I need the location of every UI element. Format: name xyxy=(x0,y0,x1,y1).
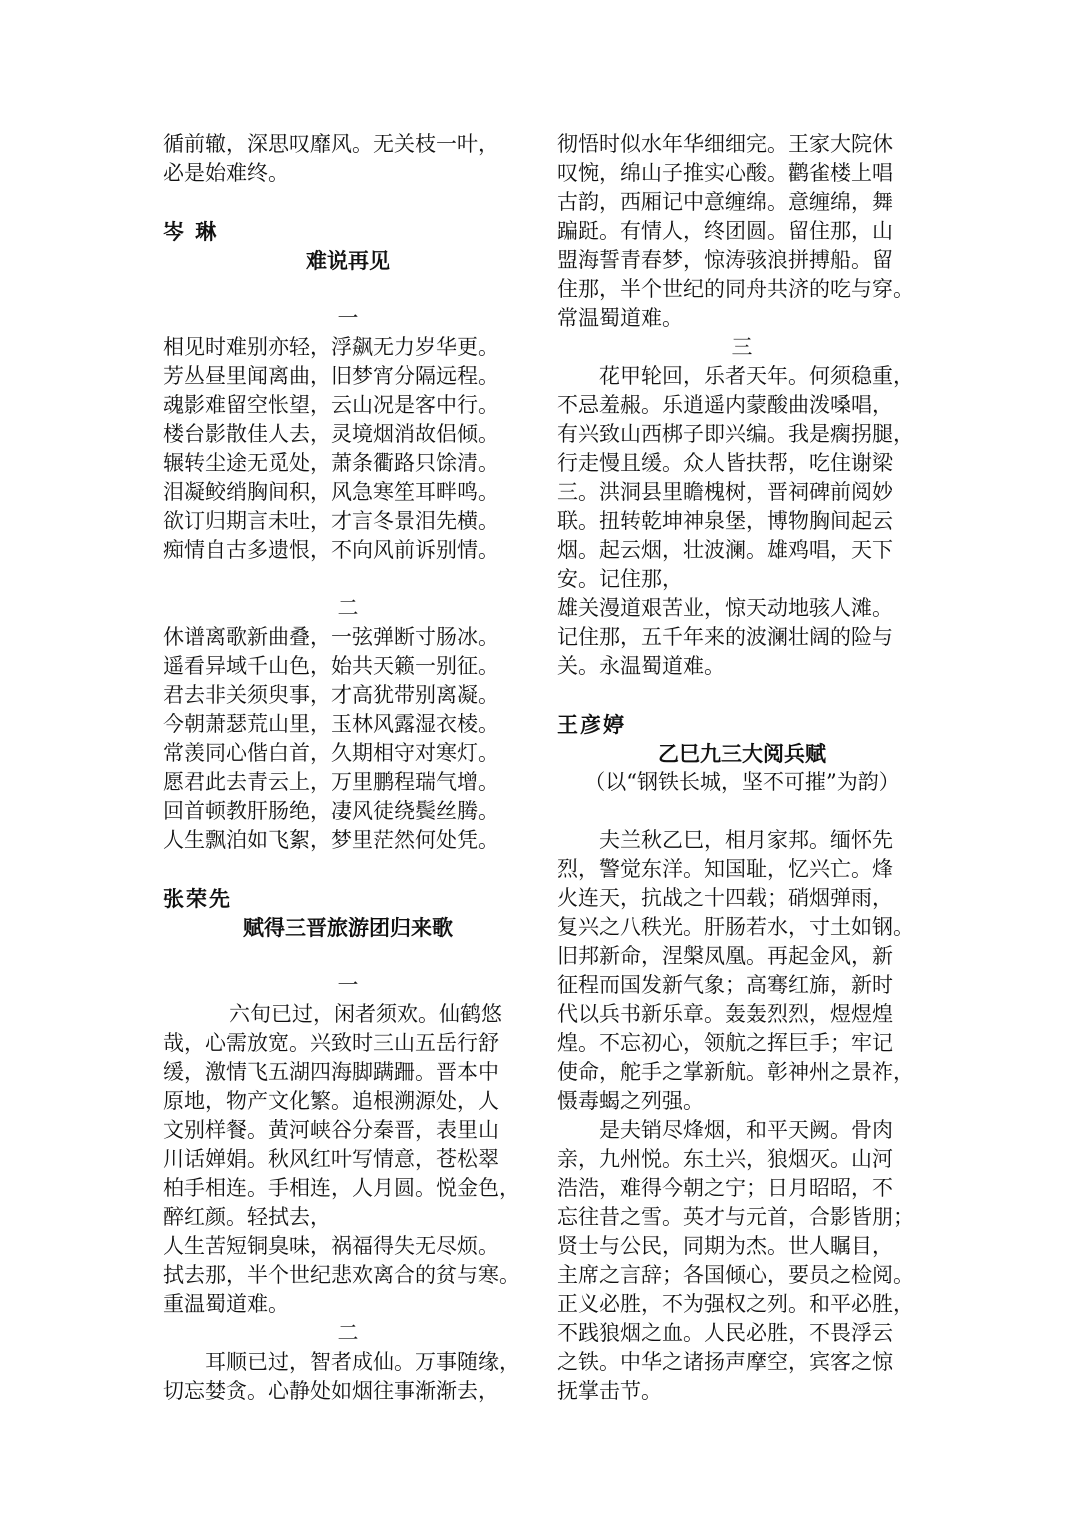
section-number: 三 xyxy=(731,335,753,359)
text-line: 缓，激情飞五湖四海脚蹒跚。晋本中 xyxy=(163,1060,499,1084)
text-line: 哉，心需放宽。兴致时三山五岳行舒 xyxy=(163,1031,499,1055)
text-line: 盟海誓青春梦，惊涛骇浪拼搏船。留 xyxy=(557,248,893,272)
poem-line: 相见时难别亦轻，浮飙无力岁华更。 xyxy=(163,335,499,359)
poem-line: 人生飘泊如飞絮，梦里茫然何处凭。 xyxy=(163,828,499,852)
text-line: 不践狼烟之血。人民必胜，不畏浮云 xyxy=(557,1321,893,1345)
poem-line: 泪凝鲛绡胸间积，风急寒笙耳畔鸣。 xyxy=(163,480,499,504)
text-line: 之铁。中华之诸扬声摩空，宾客之惊 xyxy=(557,1350,893,1374)
text-line: 记住那，五千年来的波澜壮阔的险与 xyxy=(557,625,893,649)
poem-line: 回首顿教肝肠绝，凄风徒绕鬓丝腾。 xyxy=(163,799,499,823)
text-line: 必是始难终。 xyxy=(163,161,289,185)
poem-line: 今朝萧瑟荒山里，玉林风露湿衣棱。 xyxy=(163,712,499,736)
text-line: 煌。不忘初心，领航之挥巨手；牢记 xyxy=(557,1031,893,1055)
text-line: 常温蜀道难。 xyxy=(557,306,683,330)
poem-line: 遥看异域千山色，始共天籁一别征。 xyxy=(163,654,499,678)
author-name: 王彦婷 xyxy=(557,712,626,737)
right-column xyxy=(557,130,927,1406)
left-column xyxy=(163,130,533,1406)
text-line: 蹁跹。有情人，终团圆。留住那，山 xyxy=(557,219,893,243)
text-line: 原地，物产文化繁。追根溯源处，人 xyxy=(163,1089,499,1113)
text-line: 拭去那，半个世纪悲欢离合的贫与寒。 xyxy=(163,1263,520,1287)
text-line: 旧邦新命，涅槃凤凰。再起金风，新 xyxy=(557,944,893,968)
text-line: 使命，舵手之掌新航。彰神州之景祚， xyxy=(557,1060,914,1084)
text-line: 联。扭转乾坤神泉堡，博物胸间起云 xyxy=(557,509,893,533)
text-line: 彻悟时似水年华细细完。王家大院休 xyxy=(557,132,893,156)
text-line: 雄关漫道艰苦业，惊天动地骇人滩。 xyxy=(557,596,893,620)
text-line: 烈，警觉东洋。知国耻，忆兴亡。烽 xyxy=(557,857,893,881)
text-line: 叹惋，绵山子推实心酸。鹳雀楼上唱 xyxy=(557,161,893,185)
text-line: 火连天，抗战之十四载；硝烟弹雨， xyxy=(557,886,893,910)
text-line: 关。永温蜀道难。 xyxy=(557,654,725,678)
section-number: 一 xyxy=(337,973,359,997)
text-line: 古韵，西厢记中意缠绵。意缠绵，舞 xyxy=(557,190,893,214)
poem-line: 楼台影散佳人去，灵境烟消故侣倾。 xyxy=(163,422,499,446)
section-number: 一 xyxy=(337,306,359,330)
text-line: 安。记住那， xyxy=(557,567,683,591)
text-line: 慑毒蝎之列强。 xyxy=(557,1089,704,1113)
section-number: 二 xyxy=(337,596,359,620)
essay-subtitle: （以“钢铁长城，坚不可摧”为韵） xyxy=(584,770,900,794)
section-number: 二 xyxy=(337,1321,359,1345)
poem-title: 难说再见 xyxy=(306,248,390,273)
author-name: 张荣先 xyxy=(163,886,232,911)
text-line: 亲，九州悦。东土兴，狼烟灭。山河 xyxy=(557,1147,893,1171)
poem-line: 欲订归期言未吐，才言冬景泪先横。 xyxy=(163,509,499,533)
poem-line: 痴情自古多遗恨，不向风前诉别情。 xyxy=(163,538,499,562)
text-line: 柏手相连。手相连，人月圆。悦金色， xyxy=(163,1176,520,1200)
poem-line: 芳丛昼里闻离曲，旧梦宵分隔远程。 xyxy=(163,364,499,388)
text-line: 是夫销尽烽烟，和平天阙。骨肉 xyxy=(599,1118,893,1142)
text-line: 人生苦短铜臭味，祸福得失无尽烦。 xyxy=(163,1234,499,1258)
text-line: 征程而国发新气象；高骞红旆，新时 xyxy=(557,973,893,997)
text-line: 不忌羞赧。乐逍遥内蒙酸曲泼嗓唱， xyxy=(557,393,893,417)
poem-line: 君去非关须臾事，才高犹带别离凝。 xyxy=(163,683,499,707)
text-line: 忘往昔之雪。英才与元首，合影皆朋； xyxy=(557,1205,914,1229)
text-line: 六旬已过，闲者须欢。仙鹤悠 xyxy=(229,1002,502,1026)
text-line: 切忘婪贪。心静处如烟往事渐渐去， xyxy=(163,1379,499,1403)
text-line: 三。洪洞县里瞻槐树，晋祠碑前阅妙 xyxy=(557,480,893,504)
poem-line: 辗转尘途无觅处，萧条衢路只馀清。 xyxy=(163,451,499,475)
poem-line: 愿君此去青云上，万里鹏程瑞气增。 xyxy=(163,770,499,794)
author-name: 岑 琳 xyxy=(163,219,219,244)
text-line: 醉红颜。轻拭去， xyxy=(163,1205,331,1229)
text-line: 复兴之八秩光。肝肠若水，寸土如钢。 xyxy=(557,915,914,939)
text-line: 循前辙，深思叹靡风。无关枝一叶， xyxy=(163,132,499,156)
text-line: 住那，半个世纪的同舟共济的吃与穿。 xyxy=(557,277,914,301)
text-line: 主席之言辞；各国倾心，要员之检阅。 xyxy=(557,1263,914,1287)
poem-line: 常羡同心偕白首，久期相守对寒灯。 xyxy=(163,741,499,765)
text-line: 花甲轮回，乐者天年。何须稳重， xyxy=(599,364,914,388)
text-line: 耳顺已过，智者成仙。万事随缘， xyxy=(205,1350,520,1374)
text-line: 抚掌击节。 xyxy=(557,1379,662,1403)
text-line: 夫兰秋乙巳，相月家邦。缅怀先 xyxy=(599,828,893,852)
text-line: 贤士与公民，同期为杰。世人瞩目， xyxy=(557,1234,893,1258)
text-line: 浩浩，难得今朝之宁；日月昭昭，不 xyxy=(557,1176,893,1200)
poem-line: 魂影难留空怅望，云山况是客中行。 xyxy=(163,393,499,417)
text-line: 代以兵书新乐章。轰轰烈烈，煜煜煌 xyxy=(557,1002,893,1026)
text-line: 烟。起云烟，壮波澜。雄鸡唱，天下 xyxy=(557,538,893,562)
text-line: 文别样餐。黄河峡谷分秦晋，表里山 xyxy=(163,1118,499,1142)
text-line: 有兴致山西梆子即兴编。我是瘸拐腿， xyxy=(557,422,914,446)
text-line: 正义必胜，不为强权之列。和平必胜， xyxy=(557,1292,914,1316)
poem-title: 赋得三晋旅游团归来歌 xyxy=(243,915,453,940)
poem-line: 休谱离歌新曲叠，一弦弹断寸肠冰。 xyxy=(163,625,499,649)
text-line: 重温蜀道难。 xyxy=(163,1292,289,1316)
text-line: 行走慢且缓。众人皆扶帮，吃住谢梁 xyxy=(557,451,893,475)
essay-title: 乙巳九三大阅兵赋 xyxy=(658,741,826,766)
text-line: 川话婵娟。秋风红叶写情意，苍松翠 xyxy=(163,1147,499,1171)
